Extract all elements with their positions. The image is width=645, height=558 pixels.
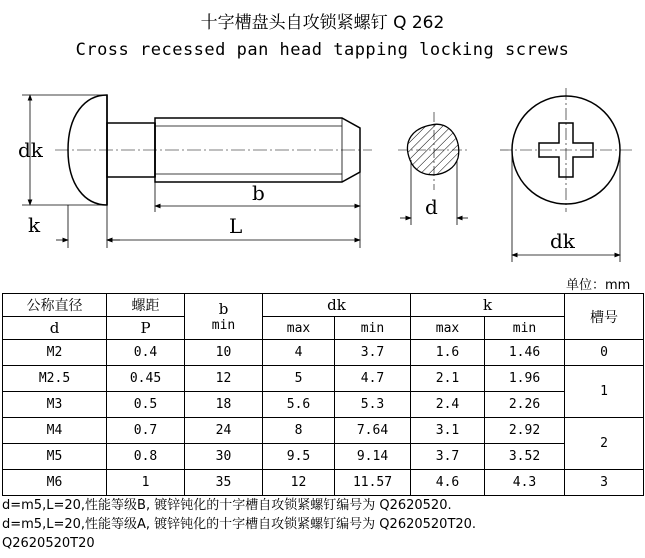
header-d-cn: 公称直径 bbox=[3, 294, 107, 317]
k-label: k bbox=[28, 213, 41, 237]
cell-dk-max: 4 bbox=[263, 340, 335, 366]
cell-dk-max: 5 bbox=[263, 366, 335, 392]
cell-k-max: 2.4 bbox=[411, 392, 485, 418]
dk-side-label: dk bbox=[18, 138, 43, 162]
cell-k-max: 2.1 bbox=[411, 366, 485, 392]
table-row bbox=[3, 444, 644, 470]
header-d-sym: d bbox=[3, 317, 107, 340]
cell-p: 0.45 bbox=[107, 366, 185, 392]
cell-d: M2.5 bbox=[3, 366, 107, 392]
cell-dk-max: 9.5 bbox=[263, 444, 335, 470]
cell-b: 24 bbox=[185, 418, 263, 444]
cell-k-max: 3.1 bbox=[411, 418, 485, 444]
title-en: Cross recessed pan head tapping locking screws bbox=[75, 40, 570, 60]
cell-b: 35 bbox=[185, 470, 263, 496]
cell-p: 0.4 bbox=[107, 340, 185, 366]
header-k-max: max bbox=[411, 317, 485, 340]
cell-p: 0.7 bbox=[107, 418, 185, 444]
cell-p: 1 bbox=[107, 470, 185, 496]
cell-d: M3 bbox=[3, 392, 107, 418]
cell-dk-min: 11.57 bbox=[335, 470, 411, 496]
unit-label: 单位：mm bbox=[566, 278, 631, 293]
cell-k-max: 4.6 bbox=[411, 470, 485, 496]
b-label: b bbox=[252, 181, 265, 205]
cell-b: 18 bbox=[185, 392, 263, 418]
header-b bbox=[185, 294, 263, 340]
cell-k-min: 1.46 bbox=[485, 340, 565, 366]
cell-dk-max: 5.6 bbox=[263, 392, 335, 418]
head-top-view bbox=[500, 88, 632, 212]
note-line: d=m5,L=20,性能等级A, 镀锌钝化的十字槽自攻锁紧螺钉编号为 Q2620520T20. bbox=[2, 517, 477, 532]
cell-d: M4 bbox=[3, 418, 107, 444]
cell-b: 12 bbox=[185, 366, 263, 392]
cell-slot: 3 bbox=[565, 470, 644, 496]
cell-dk-min: 7.64 bbox=[335, 418, 411, 444]
note-line: Q2620520T20 bbox=[2, 536, 95, 551]
notes bbox=[2, 496, 645, 553]
cell-d: M6 bbox=[3, 470, 107, 496]
spec-table bbox=[2, 293, 644, 496]
table-row bbox=[3, 366, 644, 392]
cell-dk-min: 9.14 bbox=[335, 444, 411, 470]
header-p-sym: P bbox=[107, 317, 185, 340]
dk-top-label: dk bbox=[550, 229, 575, 253]
cell-dk-min: 5.3 bbox=[335, 392, 411, 418]
cell-slot: 1 bbox=[565, 366, 644, 418]
L-label: L bbox=[229, 214, 243, 238]
header-dk-max: max bbox=[263, 317, 335, 340]
cell-dk-max: 12 bbox=[263, 470, 335, 496]
header-p-cn: 螺距 bbox=[107, 294, 185, 317]
note-line: d=m5,L=20,性能等级B, 镀锌钝化的十字槽自攻锁紧螺钉编号为 Q2620520. bbox=[2, 498, 452, 513]
d-label: d bbox=[425, 195, 438, 219]
thread-section-view bbox=[398, 112, 470, 190]
cell-b: 30 bbox=[185, 444, 263, 470]
cell-k-min: 4.3 bbox=[485, 470, 565, 496]
cell-d: M5 bbox=[3, 444, 107, 470]
cell-k-max: 1.6 bbox=[411, 340, 485, 366]
table-row bbox=[3, 418, 644, 444]
table-row bbox=[3, 392, 644, 418]
title-cn: 十字槽盘头自攻锁紧螺钉 Q 262 bbox=[200, 13, 445, 33]
cell-slot: 0 bbox=[565, 340, 644, 366]
header-k-min: min bbox=[485, 317, 565, 340]
cell-slot: 2 bbox=[565, 418, 644, 470]
header-slot: 槽号 bbox=[565, 294, 644, 340]
cell-k-min: 2.92 bbox=[485, 418, 565, 444]
cell-b: 10 bbox=[185, 340, 263, 366]
cell-k-min: 2.26 bbox=[485, 392, 565, 418]
cell-d: M2 bbox=[3, 340, 107, 366]
cell-k-max: 3.7 bbox=[411, 444, 485, 470]
cell-dk-min: 4.7 bbox=[335, 366, 411, 392]
header-b-min: min bbox=[211, 318, 236, 333]
cell-k-min: 3.52 bbox=[485, 444, 565, 470]
k-dimension bbox=[56, 205, 120, 248]
cell-dk-min: 3.7 bbox=[335, 340, 411, 366]
header-k: k bbox=[411, 294, 565, 317]
cell-k-min: 1.96 bbox=[485, 366, 565, 392]
cell-dk-max: 8 bbox=[263, 418, 335, 444]
cell-p: 0.8 bbox=[107, 444, 185, 470]
table-row bbox=[3, 340, 644, 366]
header-dk: dk bbox=[263, 294, 411, 317]
table-row bbox=[3, 470, 644, 496]
header-dk-min: min bbox=[335, 317, 411, 340]
cell-p: 0.5 bbox=[107, 392, 185, 418]
header-b-sym: b bbox=[218, 300, 229, 318]
